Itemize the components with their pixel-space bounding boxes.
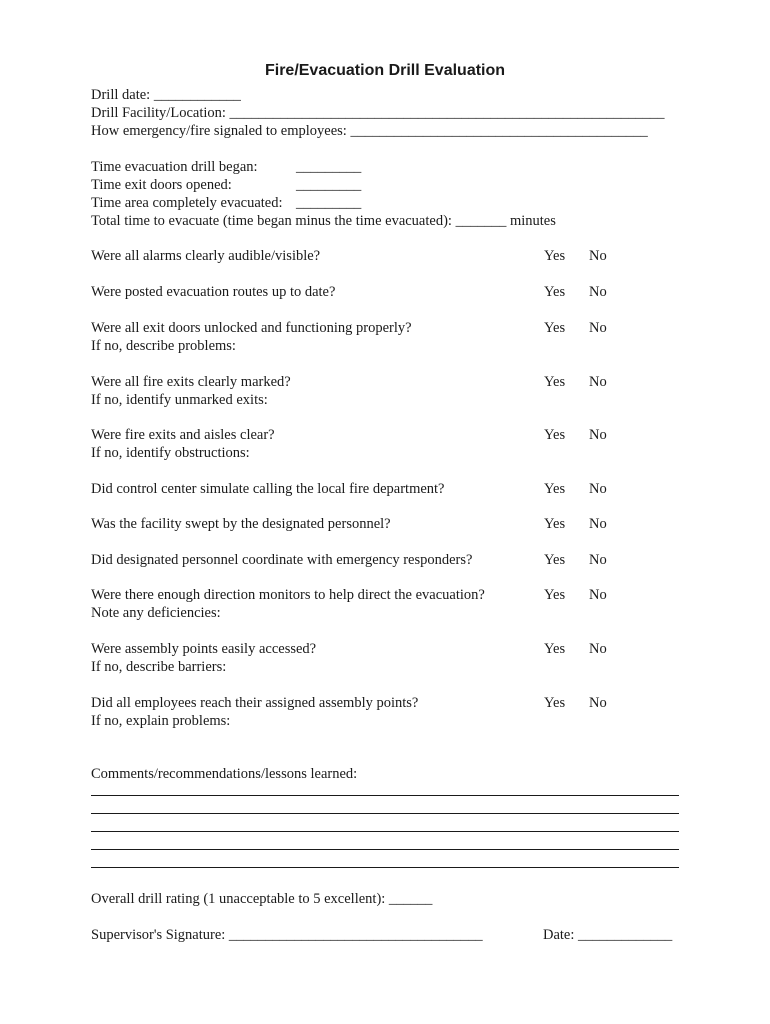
no-option[interactable]: No — [589, 248, 607, 264]
question-text: Did all employees reach their assigned assembly points? — [91, 695, 419, 711]
question-text: Did designated personnel coordinate with emergency responders? — [91, 552, 473, 568]
comments-line[interactable] — [91, 849, 679, 850]
question-text: Were all alarms clearly audible/visible? — [91, 248, 321, 264]
yes-option[interactable]: Yes — [544, 587, 566, 603]
form-title: Fire/Evacuation Drill Evaluation — [264, 62, 506, 79]
yes-option[interactable]: Yes — [544, 284, 566, 300]
yes-option[interactable]: Yes — [544, 552, 566, 568]
evacuated-field[interactable]: _________ — [296, 195, 362, 211]
yes-option[interactable]: Yes — [544, 427, 566, 443]
question-text: Were assembly points easily accessed? — [91, 641, 317, 657]
evacuated-label: Time area completely evacuated: — [91, 195, 283, 211]
question-text: Were all exit doors unlocked and functioning properly? — [91, 320, 412, 336]
question-followup: If no, identify unmarked exits: — [91, 392, 268, 408]
no-option[interactable]: No — [589, 641, 607, 657]
signal-method-field[interactable]: How emergency/fire signaled to employees: _________________________________________ — [91, 123, 648, 139]
yes-option[interactable]: Yes — [544, 641, 566, 657]
comments-line[interactable] — [91, 831, 679, 832]
drill-began-field[interactable]: _________ — [296, 159, 362, 175]
question-followup: If no, identify obstructions: — [91, 445, 250, 461]
overall-rating-field[interactable]: Overall drill rating (1 unacceptable to 5 excellent): ______ — [91, 891, 433, 907]
no-option[interactable]: No — [589, 516, 607, 532]
no-option[interactable]: No — [589, 552, 607, 568]
question-text: Was the facility swept by the designated personnel? — [91, 516, 391, 532]
yes-option[interactable]: Yes — [544, 695, 566, 711]
question-text: Were posted evacuation routes up to date? — [91, 284, 336, 300]
no-option[interactable]: No — [589, 284, 607, 300]
supervisor-signature-field[interactable]: Supervisor's Signature: ___________________________________ — [91, 927, 483, 943]
no-option[interactable]: No — [589, 587, 607, 603]
exit-doors-field[interactable]: _________ — [296, 177, 362, 193]
yes-option[interactable]: Yes — [544, 248, 566, 264]
comments-line[interactable] — [91, 795, 679, 796]
question-text: Were all fire exits clearly marked? — [91, 374, 291, 390]
question-text: Were there enough direction monitors to help direct the evacuation? — [91, 587, 485, 603]
no-option[interactable]: No — [589, 695, 607, 711]
date-field[interactable]: Date: _____________ — [543, 927, 673, 943]
no-option[interactable]: No — [589, 320, 607, 336]
yes-option[interactable]: Yes — [544, 320, 566, 336]
question-followup: If no, describe problems: — [91, 338, 236, 354]
comments-line[interactable] — [91, 813, 679, 814]
no-option[interactable]: No — [589, 427, 607, 443]
yes-option[interactable]: Yes — [544, 481, 566, 497]
exit-doors-label: Time exit doors opened: — [91, 177, 232, 193]
no-option[interactable]: No — [589, 481, 607, 497]
no-option[interactable]: No — [589, 374, 607, 390]
drill-date-field[interactable]: Drill date: ____________ — [91, 87, 241, 103]
question-text: Did control center simulate calling the local fire department? — [91, 481, 445, 497]
question-followup: If no, describe barriers: — [91, 659, 227, 675]
total-time-field[interactable]: Total time to evacuate (time began minus the time evacuated): _______ minutes — [91, 213, 556, 229]
drill-began-label: Time evacuation drill began: — [91, 159, 258, 175]
question-followup: If no, explain problems: — [91, 713, 231, 729]
yes-option[interactable]: Yes — [544, 374, 566, 390]
facility-location-field[interactable]: Drill Facility/Location: ____________________________________________________________ — [91, 105, 665, 121]
question-text: Were fire exits and aisles clear? — [91, 427, 275, 443]
comments-line[interactable] — [91, 867, 679, 868]
comments-label: Comments/recommendations/lessons learned: — [91, 766, 358, 782]
question-followup: Note any deficiencies: — [91, 605, 221, 621]
yes-option[interactable]: Yes — [544, 516, 566, 532]
